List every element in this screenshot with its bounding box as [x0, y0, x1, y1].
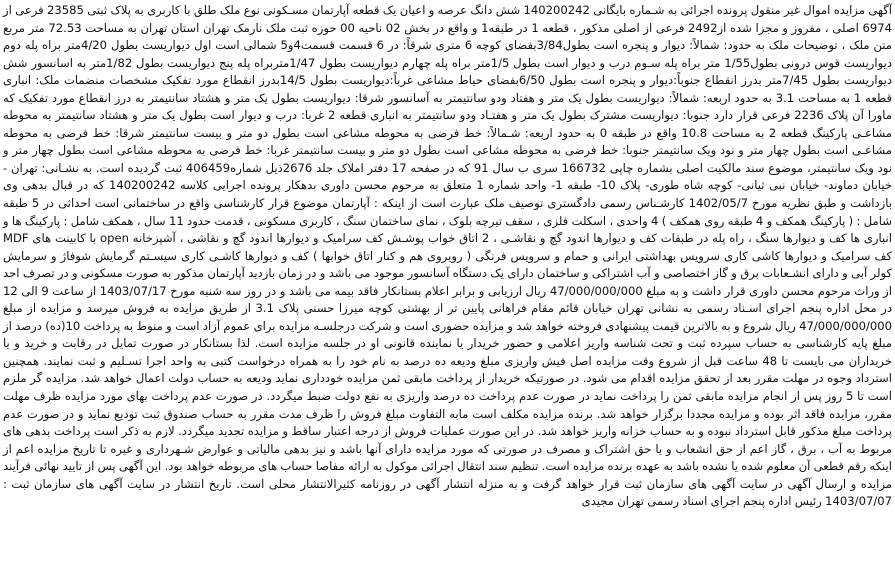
auction-notice-text: آگهی مزایده اموال غیر منقول پرونده اجرائی به شـماره بایگانی 140200242 شش دانگ عرصه و اعیان یک قطعه آپارتمان مسـکونی نوع ملک طلق با کاربری به پلاک ثبتی 23585 فرعی از 6974 اصلی ، مفروز و مجزا شده از2492 فرعی از اصلی مذکور ، قطعه 1 در طبقه1 و واقع در بخش 02 ناحیه 00 حوزه ثبت ملک نارمک تهران استان تهران به مساحت 72.53 متر مربع متن ملک ، توضیحات ملک به حدود: شمالاً: دیوار و پنجره است بطول3/84بفضای کوچه 6 متری شرقاً: در 6 قسمت قسمت4و5 شمالی است اول دیواریست بطول 4/20متر براه پله دوم دیواریست قوس درونی بطول1/55 متر براه پله سـوم درب و دیوار است بطول 1/5متر براه پله چهارم دیواریست بطول 1/47متربراه پله پنج دیواریست بطول 1/82متر به اسانسور شش دیواریست بطول 7/45متر بدرز انقطاع جنوباً:دیوار و پنجره است بطول 6/50بفضای حیاط مشاعی غرباً:دیواریست بطول 14/5بدرز انقطاع مورد تفکیک مشخصات منضمات ملک: انباری قطعه 1 به مساحت 3.1 به حدود اربعه: شمالاً: دیواریست بطول یک متر و هفتاد ودو سانتیمتر به آسانسور شرقا: دیواریست بطول یک متر و هشتاد سانتیمتر به درز انقطاع مورد تفکیک که ماورا آن پلاک 2236 فرعی قرار دارد جنوبا: دیواریست مشترک بطول یک متر و هفتـاد ودو سانتیمتر به انباری قطعه 2 غربا: درب و دیوار است بطول یک متر و هشتاد سانتیمتر به محوطه مشاعـی پارکینگ قطعه 2 به مساحت 10.8 واقع در طبقه 0 به حدود اربعه: شـمالاً: خط فرضی به محوطه مشاعی است بطول دو متر و بیست سانتیمتر شرقا: خط فرضی به محوطه مشاعـی است بطول چهار متر و نود ویک سانتیمتر جنوبا: خط فرضی به محوطه مشاعی است بطول دو متر و بیست سانتیمتر غربا: خط فرضی به محوطه مشاعی است بطول چهار متر و نود ویک سانتیمتر، موضوع سند مالکیت اصلی بشماره چاپی 166732 سری ب سال 91 که در صفحه 17 دفتر املاک جلد 2676ذیل شماره406459 ثبت گردیده است. به نشـانی: تهران - خیابان دماوند- خیابان نبی ثیانی- کوچه شاه طوری- پلاک 10- طبقه 1- واحد شماره 1 متعلق به مرحوم محسن داوری بدهکار پرونده اجرایی کلاسه 140200242 که در قبال بدهی وی بازداشت و طبق نظریه مورخ 1402/05/7 کارشـناس رسمی دادگستری توصیف ملک عبارت است از اینکه : آپارتمان موضوع قرار کارشناسی واقع در ساختمانی است احداثی در 5 طبقه شامل : ( پارکینگ همکف و 4 طبقه روی همکف ) 4 واحدی ، اسکلت فلزی ، سقف تیرچه بلوک ، نمای ساختمان سنگ ، کاربری مسکونی ، قدمت حدود 11 سال ، همکف شامل : پارکینگ ها و انباری ها کف و دیوارها سنگ ، راه پله در طبقات کف و دیوارها اندود گچ و نقاشـی ، 2 اتاق خواب پوشـش کف سرامیک و دیوارها اندود گچ و نقاشی ، آشپزخانه open با کابینت های MDF کف سرامیک و دیوارها کاشی کاری سرویس بهداشتی ایرانی و حمام و سرویس فرنگی ( رویروی هم و کنار اتاق خوابها ) کف و دیوارها کاشـی کاری سیسـتم گرمایش شوفاژ و سرمایش کولر آبی و دارای انشـعابات برق و گاز اختصاصی و آب اشتراکی و ساختمان دارای یک دستگاه آسانسور موجود می باشد و در زمان بازدید آپارتمان مذکور به صورت مسکونی و در تصرف احد از وراث مرحوم محسن داوری قرار داشت و به مبلغ 47/000/000/000 ریال ارزیابی و برابر اعلام بستانکار فاقد بیمه می باشد و در روز سه شنبه مورخ 1403/07/17 از ساعت 9 الی 12 در محل اداره پنجم اجرای اسـناد رسمی به نشانی تهران خیابان قائم مقام فراهانی پایین تر از بهشتی کوچه میرزا حسنی پلاک 3.1 از طریق مزایده به فروش میرسد و مزایده از مبلغ 47/000/000/000 ریال شروع و به بالاترین قیمت پیشنهادی فروخته خواهد شد و مزایده حضوری است و شرکت درجلسـه مزایده برای عموم آزاد است و منوط به پرداخت 10(ده) درصد از مبلغ پایه کارشناسی به حساب سپرده ثبت و تحت شناسه واریز اعلامی و حضور خریدار یا نماینده قانونی او در جلسه مزایده است. لذا بستانکار در صورت تمایل در رقابت و خرید و یا خریداران می بایست تا 48 ساعت قبل از شروع وقت مزایده اصل فیش واریزی مبلغ ودیعه ده درصد به نام خود را به همراه درخواست کتبی به واحد اجرا تسـلیم و ثبت نمایند. همچنین استرداد وجوه در مهلت مقرر بعد از تحقق مزایده اقدام می شود. در صورتیکه خریدار از پرداخت مابقی ثمن مزایده خودداری نماید ودیعه به حساب دولت اعمال خواهد شد. مزایده گر ملزم است تا 5 روز پس از انجام مزایده مابقی ثمن را پرداخت نماید در صورت عدم پرداخت ده درصد واریزی به نفع دولت ضبط میگردد. در صورت عدم پرداخت بهای مورد مزایده ظرف مهلت مقرر، مزایده فاقد اثر بوده و مزایده مجددا برگزار خواهد شد. برنده مزایده مکلف است مابه التفاوت مبلغ فروش را ظرف مدت مقرر به حساب صندوق ثبت تودیع نماید و در صورت عدم پرداخت مبلغ مذکور قابل استرداد نبوده و به حساب خزانه واریز خواهد شد. در این صورت عملیات فروش از درجه اعتبار ساقط و مزایده تجدید میگردد. لازم به ذکر است پرداخت بدهی های مربوط به آب ، برق ، گاز اعم از حق انشعاب و یا حق اشتراک و مصرف در صورتی که مورد مزایده دارای آنها باشد و نیز بدهی مالیاتی و عوارض شـهرداری و غیره تا تاریخ مزایده اعم از اینکه رقم قطعی آن معلوم شده یا نشده باشد به عهده برنده مزایده است. تنظیم سند انتقال اجرائی موکول به ارائه مفاصا حساب های مربوطه خواهد بود. این آگهی پس از تایید نهائی فرآیند مزایده و ارسال آگهی در سایت آگهی های سازمان ثبت قرار خواهد گرفت و به منزله انتشار آگهی در روزنامه کثیرالانتشار محلی است. تاریخ انتشار در سایت آگهی های سازمان ثبت : 1403/07/07 رئیس اداره پنجم اجرای اسناد رسمی تهران مجیدی [3, 3, 893, 509]
